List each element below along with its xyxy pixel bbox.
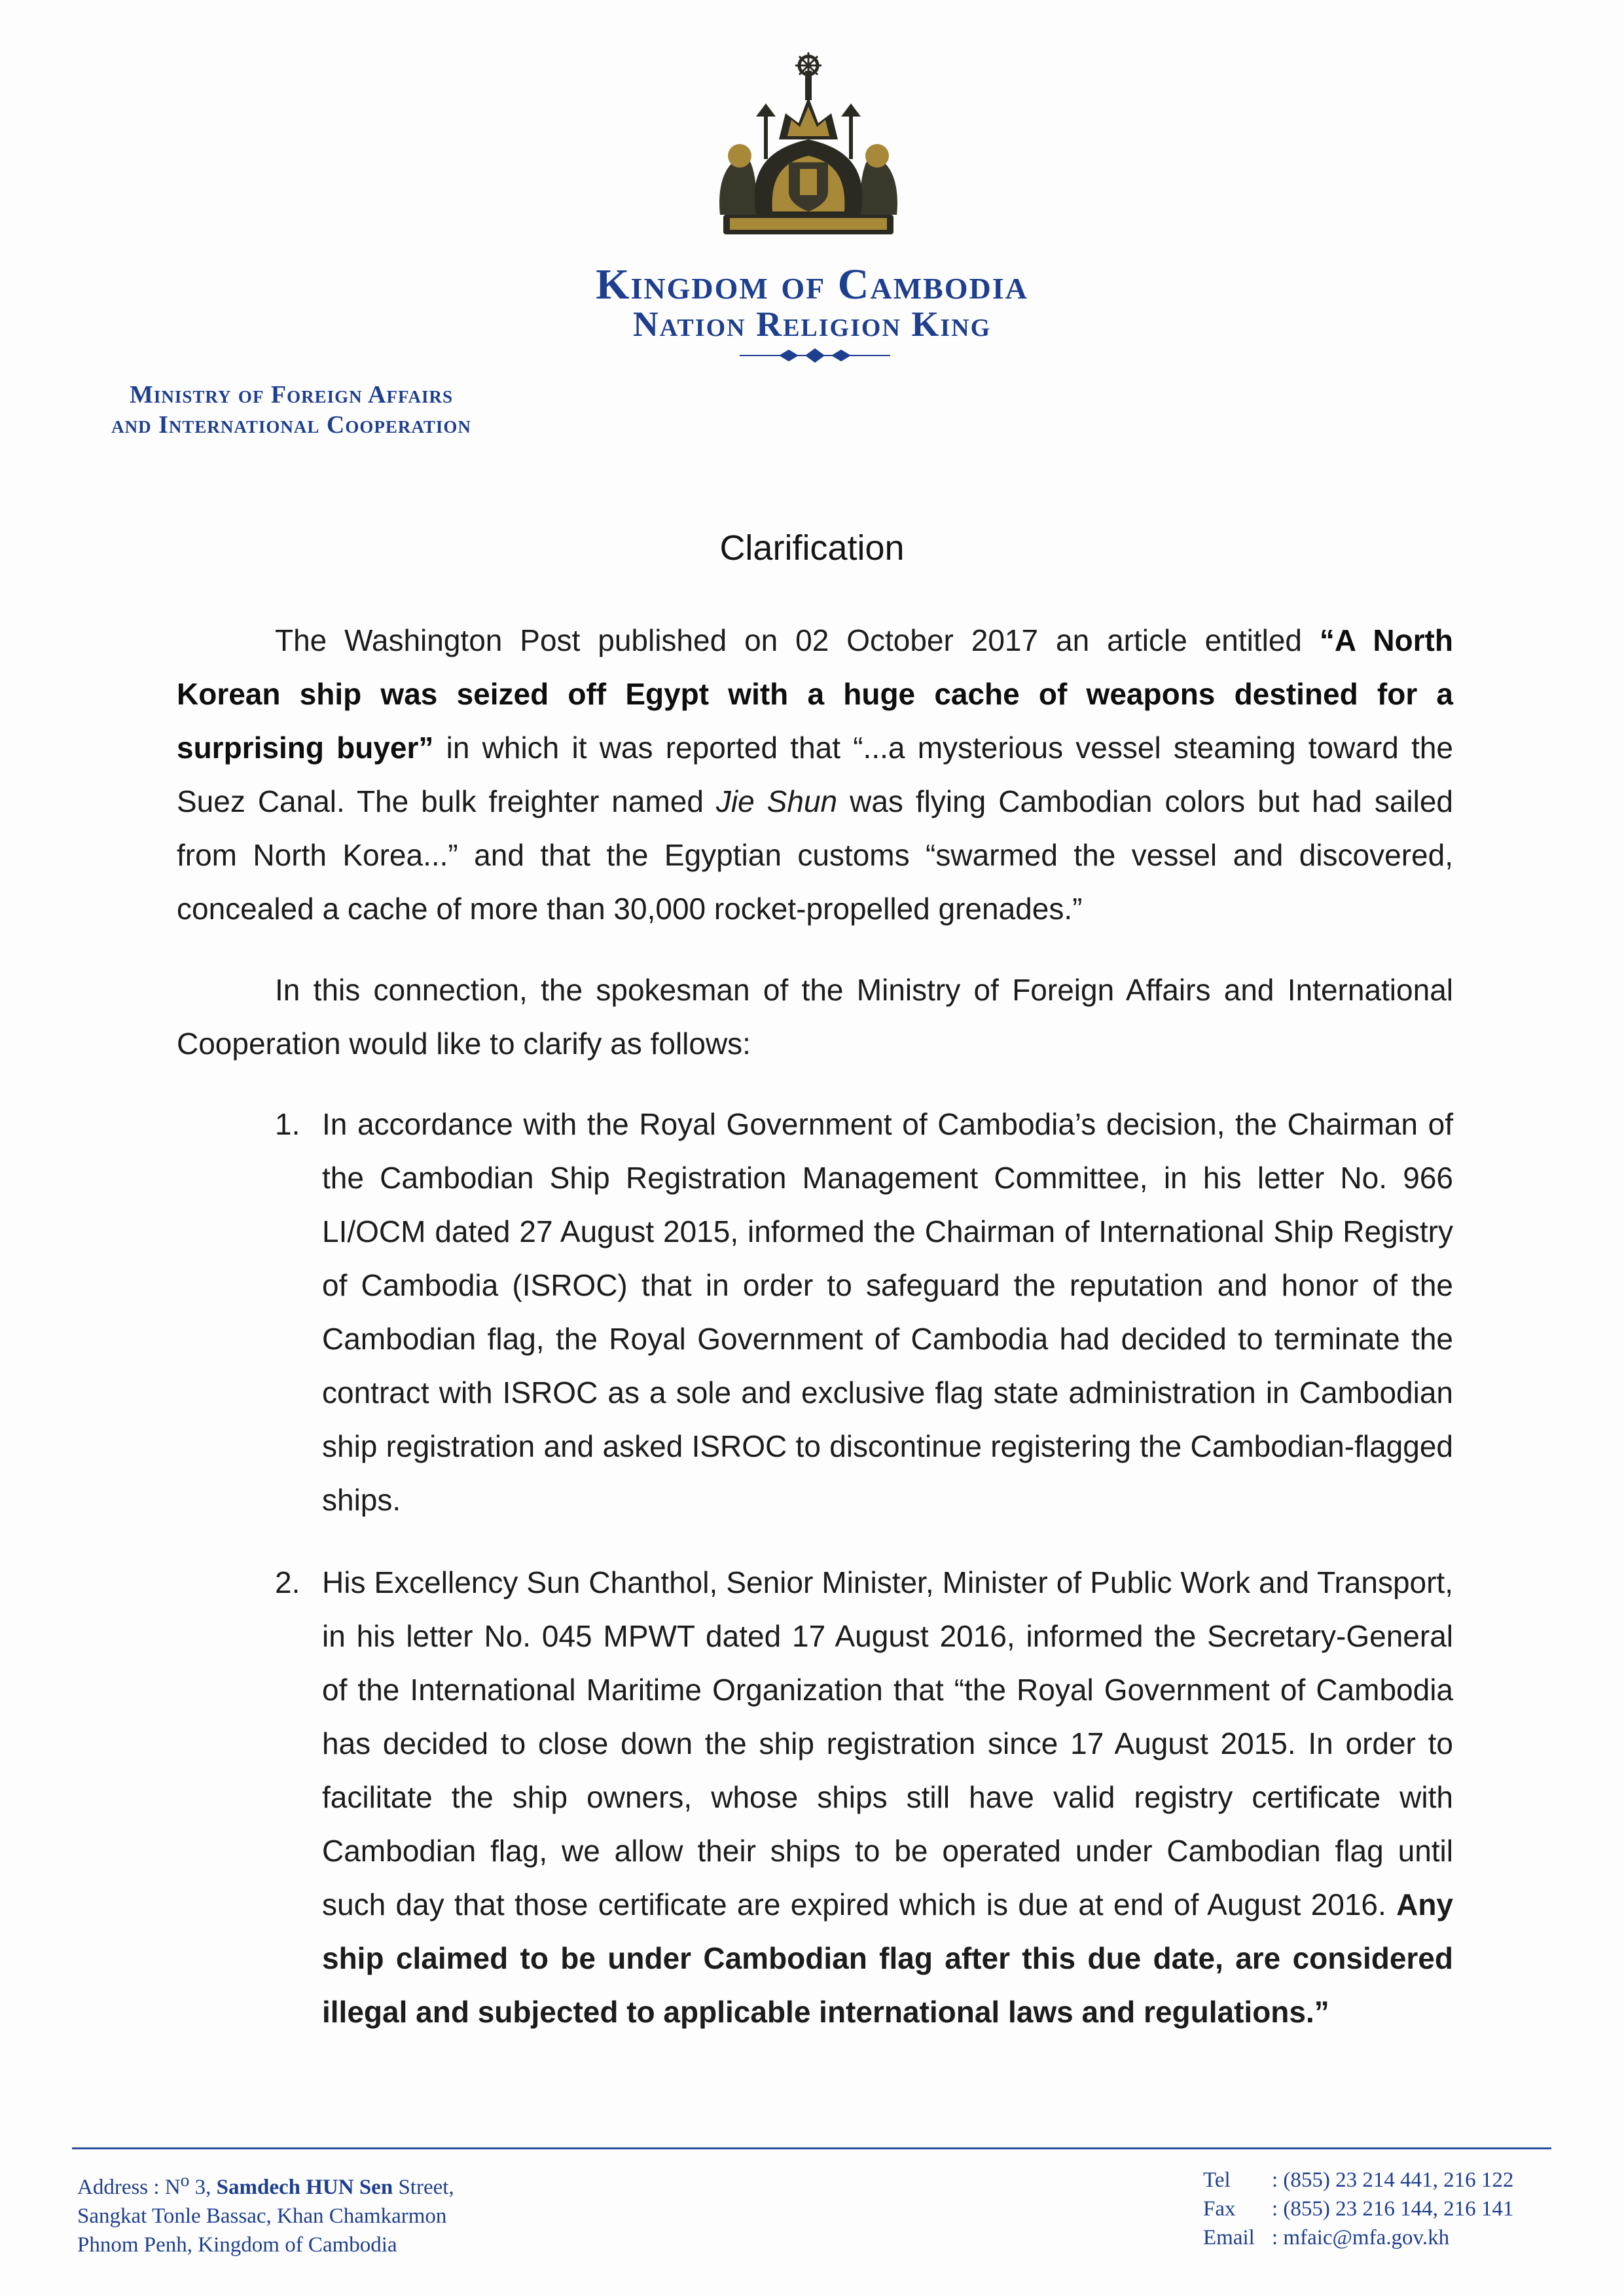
address-line-2: Sangkat Tonle Bassac, Khan Chamkarmon xyxy=(77,2204,447,2228)
kingdom-heading: Kingdom of Cambodia xyxy=(596,261,1028,308)
address-line-3: Phnom Penh, Kingdom of Cambodia xyxy=(77,2233,397,2257)
list-item-2-bold-statement: Any ship claimed to be under Cambodian flag after this due date, are considered illegal and subjected to applicable international laws and regulations.” xyxy=(322,1887,1453,2029)
contact-email xyxy=(1203,2223,1513,2252)
email-value: : mfaic@mfa.gov.kh xyxy=(1272,2226,1450,2250)
article-headline: “A North Korean ship was seized off Egypt with a huge cache of weapons destined for a surprising buyer” xyxy=(177,623,1453,765)
list-item-1-text: In accordance with the Royal Government of Cambodia’s decision, the Chairman of the Cambodian Ship Registration Management Committee, in his letter No. 966 LI/OCM dated 27 August 2015, informed the Chairman of International Ship Registry of Cambodia (ISROC) that in order to safeguard the reputation and honor of the Cambodian flag, the Royal Government of Cambodia had decided to terminate the contract with ISROC as a sole and exclusive flag state administration in Cambodian ship registration and asked ISROC to discontinue registering the Cambodian-flagged ships. xyxy=(322,1107,1453,1517)
paragraph-1-lead: The Washington Post published on 02 October 2017 an article entitled xyxy=(275,623,1320,657)
ministry-name-line-2: and International Cooperation xyxy=(111,411,471,439)
tel-label: Tel xyxy=(1203,2168,1231,2192)
national-motto: Nation Religion King xyxy=(632,304,992,344)
address-line-1 xyxy=(77,2166,454,2202)
paragraph-article-summary xyxy=(177,613,1453,936)
contact-tel xyxy=(1203,2166,1513,2195)
decorative-divider-ornament xyxy=(740,346,890,365)
ship-name: Jie Shun xyxy=(715,784,838,818)
address-street-name: Samdech HUN Sen xyxy=(216,2176,393,2199)
fax-value: : (855) 23 216 144, 216 141 xyxy=(1272,2197,1514,2221)
ministry-name-line-1: Ministry of Foreign Affairs xyxy=(129,381,454,409)
fax-label: Fax xyxy=(1203,2197,1236,2221)
address-number-sup: o xyxy=(180,2170,190,2190)
address-number: 3, xyxy=(189,2176,217,2199)
address-label: Address : N xyxy=(77,2176,181,2199)
ministry-name xyxy=(62,380,520,440)
paragraph-1-tail: was flying Cambodian colors but had sailed from North Korea...” and that the Egyptian customs “swarmed the vessel and discovered, concealed a cache of more than 30,000 rocket-propelled grenades.” xyxy=(177,784,1454,926)
paragraph-2-text: In this connection, the spokesman of the Ministry of Foreign Affairs and International Cooperation would like to clarify as follows: xyxy=(177,973,1453,1061)
address-street-suffix: Street, xyxy=(393,2176,454,2199)
footer-contact xyxy=(1203,2166,1513,2252)
paragraph-1-middle: in which it was reported that “...a mysterious vessel steaming toward the Suez Canal. The bulk freighter named xyxy=(177,731,1454,818)
list-item-1-number: 1. xyxy=(275,1107,300,1141)
royal-coat-of-arms-emblem xyxy=(710,51,907,247)
email-label: Email xyxy=(1203,2226,1255,2250)
list-item-2-text xyxy=(322,1556,1453,2039)
list-item-2-body: His Excellency Sun Chanthol, Senior Minister, Minister of Public Work and Transport, in his letter No. 045 MPWT dated 17 August 2016, informed the Secretary-General of the International Maritime Organization that “the Royal Government of Cambodia has decided to close down the ship registration since 17 August 2015. In order to facilitate the ship owners, whose ships still have valid registry certificate with Cambodian flag, we allow their ships to be operated under Cambodian flag until such day that those certificate are expired which is due at end of August 2016. xyxy=(322,1565,1453,1922)
paragraph-clarify-intro xyxy=(177,963,1453,1070)
document-title: Clarification xyxy=(719,528,905,568)
tel-value: : (855) 23 214 441, 216 122 xyxy=(1272,2168,1514,2192)
footer-divider xyxy=(72,2147,1551,2149)
contact-fax xyxy=(1203,2195,1513,2223)
list-item-2-number: 2. xyxy=(275,1565,300,1599)
footer-address xyxy=(77,2166,454,2259)
